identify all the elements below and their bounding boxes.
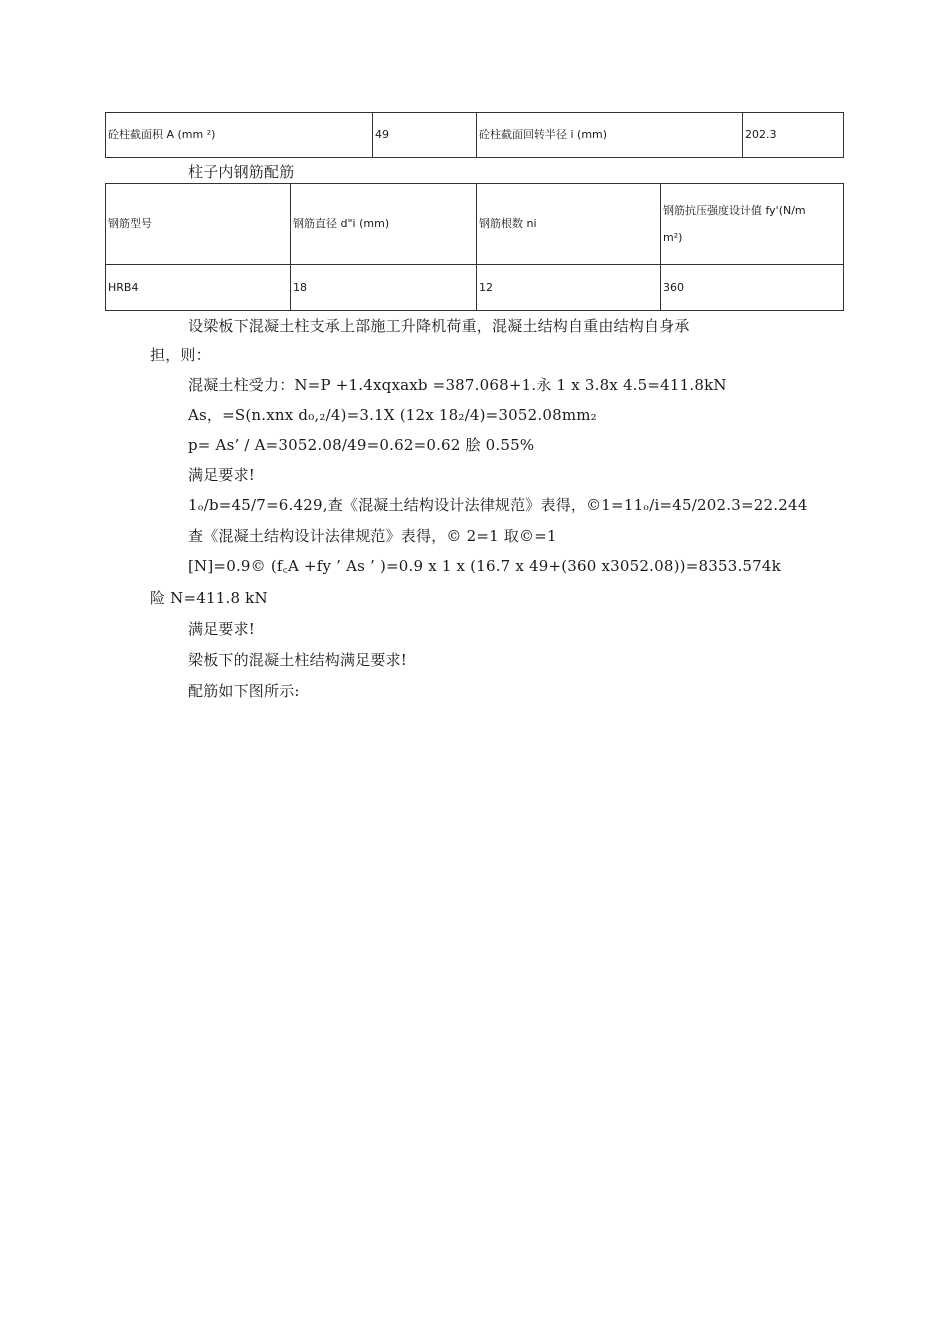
section-area-value: 49 (373, 113, 477, 158)
calc-capacity: [N]=0.9© (f꜀A +fy ’ As ’ )=0.9 x 1 x (16.7 x 49+(360 x3052.08))=8353.574k (188, 557, 781, 575)
header-rebar-strength-line1: 钢筋抗压强度设计值 fy'(N/m (663, 204, 806, 218)
table-row (106, 265, 844, 311)
rebar-count-value: 12 (477, 265, 661, 311)
calc-column-force: 混凝土柱受力：N=P +1.4xqxaxb =387.068+1.永 1 x 3.8x 4.5=411.8kN (188, 376, 727, 394)
radius-of-gyration-label: 砼柱截面回转半径 i (mm) (477, 113, 743, 158)
rebar-strength-value: 360 (661, 265, 844, 311)
section-area-label: 砼柱截面积 A (mm ²) (106, 113, 373, 158)
check-ok-2: 满足要求! (188, 620, 256, 638)
paragraph-assumption: 设梁板下混凝土柱支承上部施工升降机荷重，混凝土结构自重由结构自身承 (188, 317, 690, 335)
calc-stability-factor: 查《混凝土结构设计法律规范》表得，© 2=1 取©=1 (188, 527, 557, 545)
paragraph-assumption-cont: 担，则： (150, 346, 211, 364)
calc-slenderness: 1ₒ/b=45/7=6.429,查《混凝土结构设计法律规范》表得，©1=11ₒ/i=45/202.3=22.244 (188, 496, 808, 514)
calc-reinforcement-ratio: p= As’ / A=3052.08/49=0.62=0.62 脍 0.55% (188, 436, 535, 454)
calc-steel-area: As，=S(n.xnx d₀,₂/4)=3.1X (12x 18₂/4)=3052.08mm₂ (188, 406, 597, 424)
rebar-type-value: HRB4 (106, 265, 291, 311)
rebar-table (105, 183, 844, 311)
figure-intro: 配筋如下图所示: (188, 682, 300, 700)
radius-of-gyration-value: 202.3 (743, 113, 844, 158)
header-rebar-diameter: 钢筋直径 d"i (mm) (291, 184, 477, 265)
column-section-table (105, 112, 844, 158)
check-ok-1: 满足要求! (188, 466, 256, 484)
header-rebar-strength (661, 184, 844, 265)
rebar-diameter-value: 18 (291, 265, 477, 311)
table-header-row (106, 184, 844, 265)
header-rebar-type: 钢筋型号 (106, 184, 291, 265)
header-rebar-strength-line2: m²) (663, 230, 683, 244)
conclusion: 梁板下的混凝土柱结构满足要求! (188, 651, 408, 669)
calc-capacity-cont: 险 N=411.8 kN (150, 589, 268, 607)
header-rebar-count: 钢筋根数 ni (477, 184, 661, 265)
rebar-table-caption: 柱子内钢筋配筋 (188, 163, 295, 181)
